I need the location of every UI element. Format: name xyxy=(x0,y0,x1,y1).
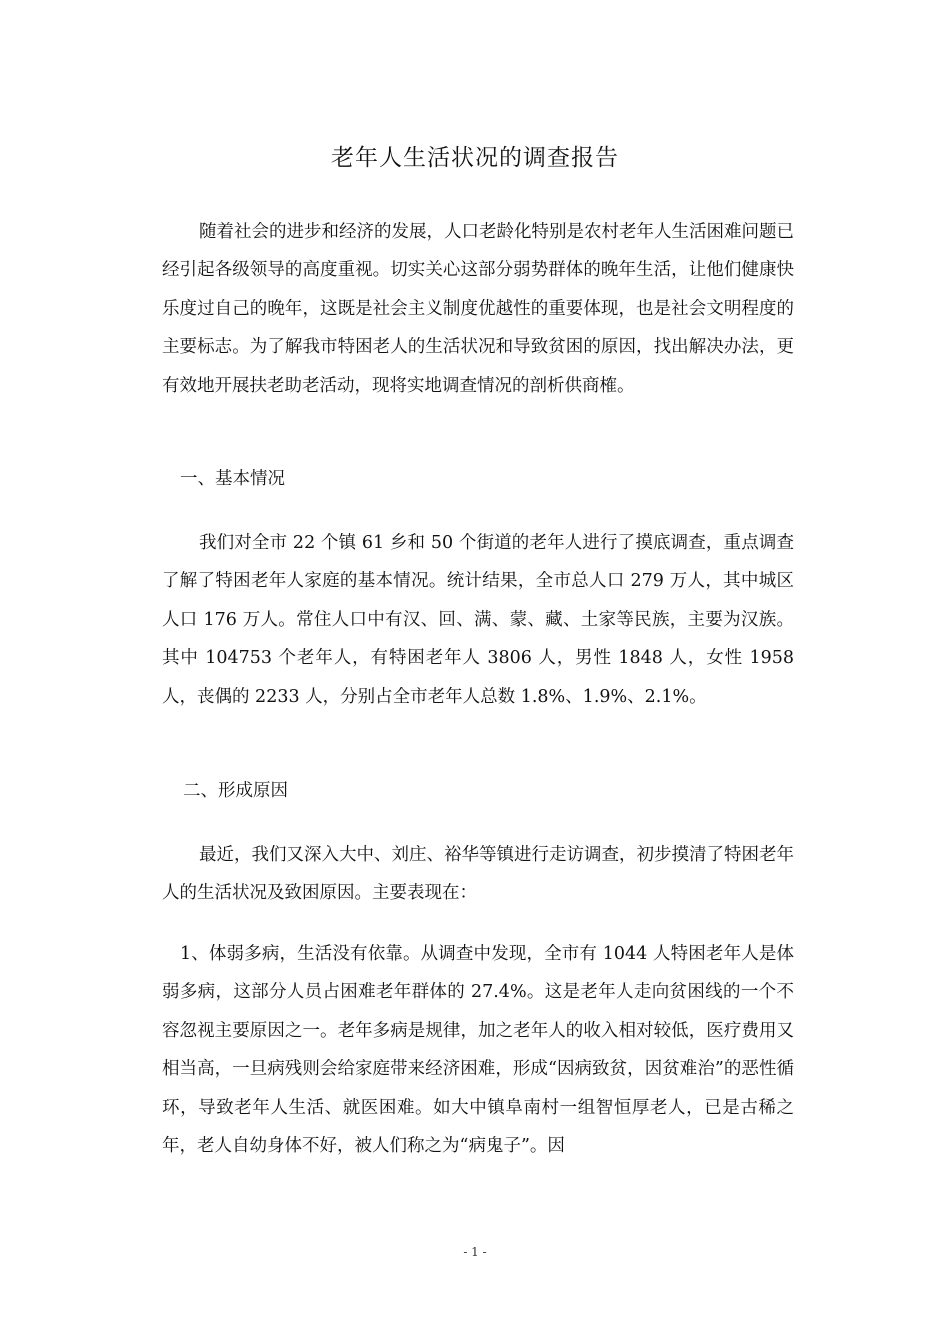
section-heading-causes: 二、形成原因 xyxy=(183,781,288,801)
page-number: - 1 - xyxy=(463,1245,487,1259)
intro-paragraph: 随着社会的进步和经济的发展，人口老龄化特别是农村老年人生活困难问题已经引起各级领导的高度重视。切实关心这部分弱势群体的晚年生活，让他们健康快乐度过自己的晚年，这既是社会主义制度优越性的重要体现，也是社会文明程度的主要标志。为了解我市特困老人的生活状况和导致贫困的原因，找出解决办法，更有效地开展扶老助老活动，现将实地调查情况的剖析供商榷。 xyxy=(162,222,794,396)
section-basic-paragraph: 我们对全市 22 个镇 61 乡和 50 个街道的老年人进行了摸底调查，重点调查了解了特困老年人家庭的基本情况。统计结果，全市总人口 279 万人，其中城区人口 176 万人。常住人口中有汉、回、满、蒙、藏、土家等民族，主要为汉族。其中 104753 个老年人，有特困老年人 3806 人，男性 1848 人，女性 1958 人，丧偶的 2233 人，分别占全市老年人总数 1.8%、1.9%、2.1%。 xyxy=(162,533,794,707)
section-heading-basic: 一、基本情况 xyxy=(180,469,285,489)
document-title: 老年人生活状况的调查报告 xyxy=(331,145,619,171)
section-causes-paragraph: 最近，我们又深入大中、刘庄、裕华等镇进行走访调查，初步摸清了特困老年人的生活状况及致困原因。主要表现在： xyxy=(162,845,794,904)
cause-item-1-paragraph: 1、体弱多病，生活没有依靠。从调查中发现，全市有 1044 人特困老年人是体弱多病，这部分人员占困难老年群体的 27.4%。这是老年人走向贫困线的一个不容忽视主要原因之一。老年多病是规律，加之老年人的收入相对较低，医疗费用又相当高，一旦病残则会给家庭带来经济困难，形成“因病致贫，因贫难治”的恶性循环，导致老年人生活、就医困难。如大中镇阜南村一组智恒厚老人，已是古稀之年，老人自幼身体不好，被人们称之为“病鬼子”。因 xyxy=(162,944,794,1157)
